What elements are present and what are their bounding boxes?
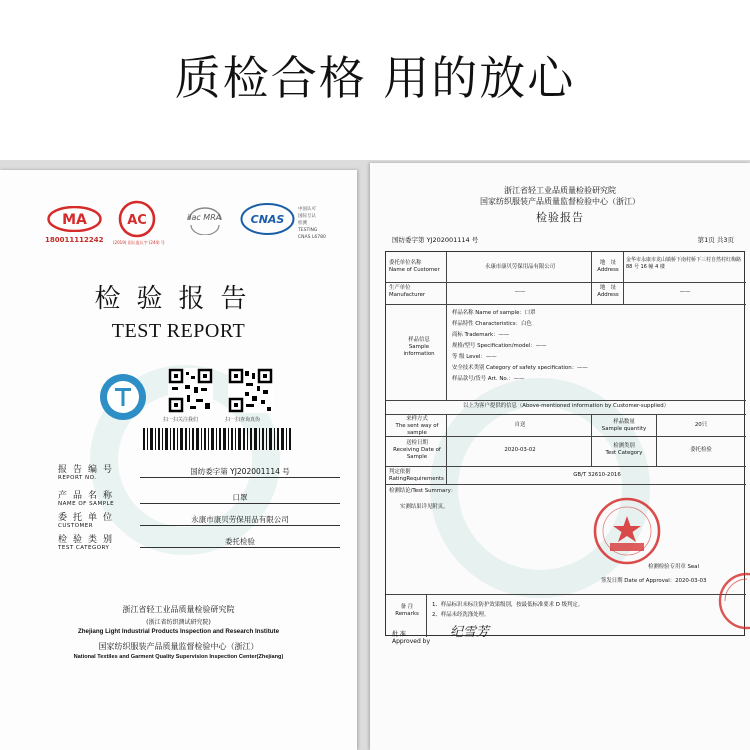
value-address: 金华市永康市龙山镇桥下南村桥下三村自然村红梅路 88 号 16 幢 4 楼 xyxy=(626,257,742,270)
cnas-side-line: 国际互认 xyxy=(298,214,316,219)
value-quantity: 20只 xyxy=(694,422,708,428)
remark-line: 2、样品未经洗涤处理。 xyxy=(432,612,490,618)
banner-title: 质检合格 用的放心 xyxy=(174,51,576,105)
table-rule xyxy=(386,466,746,467)
detail-header-title: 检验报告 xyxy=(536,211,584,224)
cnas-side-line: 检测 xyxy=(298,221,307,226)
table-rule xyxy=(386,282,746,283)
sample-info-line: 等 级 Level：—— xyxy=(452,354,497,360)
value-receiving-date: 2020-03-02 xyxy=(504,447,536,453)
detail-report-no: 国纺委字第 YJ202001114 号 xyxy=(392,236,479,244)
table-rule xyxy=(446,252,447,400)
footer-institute-alt: (浙江省纺织测试研究院) xyxy=(146,619,211,626)
value-manufacturer-address: —— xyxy=(679,289,691,295)
label-test-category: 检测类别 Test Category xyxy=(605,443,643,456)
table-rule xyxy=(386,594,746,595)
value-rating: GB/T 32610-2016 xyxy=(573,472,621,478)
field-value-customer: 永康市康贝劳保用品有限公司 xyxy=(191,515,289,524)
qr-caption-verify: 扫一扫查询真伪 xyxy=(225,417,261,423)
sample-info-line: 商标 Trademark：—— xyxy=(452,332,510,338)
value-test-category: 委托检验 xyxy=(690,447,712,453)
table-rule xyxy=(623,252,624,304)
footer-center-en: National Textiles and Garment Quality Supervision Inspection Center(Zhejiang) xyxy=(73,654,284,660)
table-rule xyxy=(591,252,592,304)
inspection-table xyxy=(385,251,745,636)
label-quantity: 样品数量 Sample quantity xyxy=(601,419,647,432)
field-label-en-sample-name: NAME OF SAMPLE xyxy=(58,501,115,507)
detail-header-center: 国家纺织服装产品质量监督检验中心（浙江） xyxy=(480,197,640,206)
cnas-side-text xyxy=(298,206,338,241)
label-customer: 委托单位名称 Name of Customer xyxy=(389,260,440,273)
footer-institute-en: Zhejiang Light Industrial Products Inspection and Research Institute xyxy=(77,628,280,635)
field-underline xyxy=(140,503,340,504)
label-sample-info: 样品信息 Sample information xyxy=(403,337,435,357)
label-receiving-date: 送检日期 Receiving Date of Sample xyxy=(393,440,441,460)
label-remarks: 备 注 Remarks xyxy=(395,604,419,617)
field-underline xyxy=(140,525,340,526)
detail-page-number: 第1页 共3页 xyxy=(697,236,734,244)
field-label-en-test-category: TEST CATEGORY xyxy=(58,545,110,551)
sample-info-line: 样品款号/货号 Art. No.：—— xyxy=(452,376,525,382)
supplied-note: 以上为客户提供的信息（Above-mentioned information by Customer-supplied） xyxy=(462,403,670,409)
sample-info-list xyxy=(452,310,742,383)
sample-info-line: 样品名称 Name of sample：口罩 xyxy=(452,310,536,316)
table-rule xyxy=(656,414,657,466)
issue-date: 签发日期 Date of Approval：2020-03-03 xyxy=(601,578,707,584)
cnas-side-line: 中国认可 xyxy=(298,207,316,212)
institute-logo-icon xyxy=(98,372,148,422)
seal-label: 检测检验专用章 Seal xyxy=(648,564,699,570)
field-underline xyxy=(140,477,340,478)
field-underline xyxy=(140,547,340,548)
table-rule xyxy=(446,414,447,484)
cnas-wordmark: CNAS xyxy=(250,213,285,226)
table-rule xyxy=(386,484,746,485)
cac-logo-icon xyxy=(118,200,156,238)
svg-text:MA: MA xyxy=(62,212,87,228)
cnas-side-line: TESTING xyxy=(298,228,318,233)
label-manufacturer: 生产单位 Manufacturer xyxy=(389,285,426,298)
value-test-summary: 实测结果详见附页。 xyxy=(400,504,449,510)
cma-logo-icon xyxy=(47,206,102,232)
sample-info-line: 样品特性 Characteristics：白色 xyxy=(452,321,532,327)
value-delivery: 自送 xyxy=(514,422,526,428)
cma-code: 180011112242 xyxy=(45,236,104,244)
sample-info-line: 规格/型号 Specification/model：—— xyxy=(452,343,547,349)
approver-signature: 纪雪芳 xyxy=(450,625,490,640)
footer-center-cn: 国家纺织服装产品质量监督检验中心（浙江） xyxy=(98,642,259,651)
svg-text:AC: AC xyxy=(127,213,147,228)
value-customer: 永康市康贝劳保用品有限公司 xyxy=(484,264,556,270)
table-rule xyxy=(591,414,592,466)
report-cover-page xyxy=(0,170,357,750)
label-test-summary: 检测结论/Test Summary： xyxy=(389,488,457,494)
table-rule xyxy=(386,304,746,305)
cnas-logo-icon xyxy=(240,202,295,236)
label-manufacturer-address: 地 址 Address xyxy=(597,285,619,298)
field-label-sample-name: 产品名称 xyxy=(58,491,119,501)
inspection-seal-icon xyxy=(592,496,662,566)
report-title-en: TEST REPORT xyxy=(111,320,246,342)
report-title-cn: 检验报告 xyxy=(94,284,263,314)
report-detail-page xyxy=(370,163,750,750)
certification-logos xyxy=(45,200,335,250)
partial-seal-icon xyxy=(717,571,750,631)
sample-info-line: 安全技术类别 Category of safety specification：—— xyxy=(452,365,588,371)
barcode-icon xyxy=(143,428,291,450)
table-rule xyxy=(386,400,746,401)
remark-line: 1、样品标识未标注防护效果级别，按最低标准要求 D 级判定。 xyxy=(432,602,584,608)
field-label-en-customer: CUSTOMER xyxy=(58,523,94,529)
field-label-customer: 委托单位 xyxy=(58,513,119,523)
field-value-test-category: 委托检验 xyxy=(225,537,255,546)
cac-caption: (2019) 国认监认字 (244) 号 xyxy=(113,240,165,245)
label-rating: 判定依据 RatingRequirements xyxy=(389,469,444,482)
label-address: 地 址 Address xyxy=(597,260,619,273)
ilac-text: ilac MRA xyxy=(187,213,222,222)
banner xyxy=(0,0,750,160)
footer-institute-cn: 浙江省轻工业品质量检验研究院 xyxy=(122,605,235,614)
detail-header-institute: 浙江省轻工业品质量检验研究院 xyxy=(504,186,616,195)
label-delivery: 来样方式 The sent way of sample xyxy=(395,416,439,436)
field-value-sample-name: 口罩 xyxy=(232,493,248,502)
qr-code-follow-icon[interactable] xyxy=(168,368,213,413)
approved-by-label: 批 准 Approved by xyxy=(392,631,431,645)
field-label-test-category: 检验类别 xyxy=(58,535,119,545)
cnas-side-line: CNAS L6780 xyxy=(298,235,326,240)
field-value-report-no: 国纺委字第 YJ202001114 号 xyxy=(190,467,290,476)
field-label-report-no: 报告编号 xyxy=(58,465,119,475)
field-label-en-report-no: REPORT NO. xyxy=(58,475,97,481)
table-rule xyxy=(386,414,746,415)
value-manufacturer: —— xyxy=(514,289,526,295)
remarks-list xyxy=(432,602,742,619)
qr-caption-follow: 扫一扫关注我们 xyxy=(163,417,199,423)
qr-code-verify-icon[interactable] xyxy=(228,368,273,413)
